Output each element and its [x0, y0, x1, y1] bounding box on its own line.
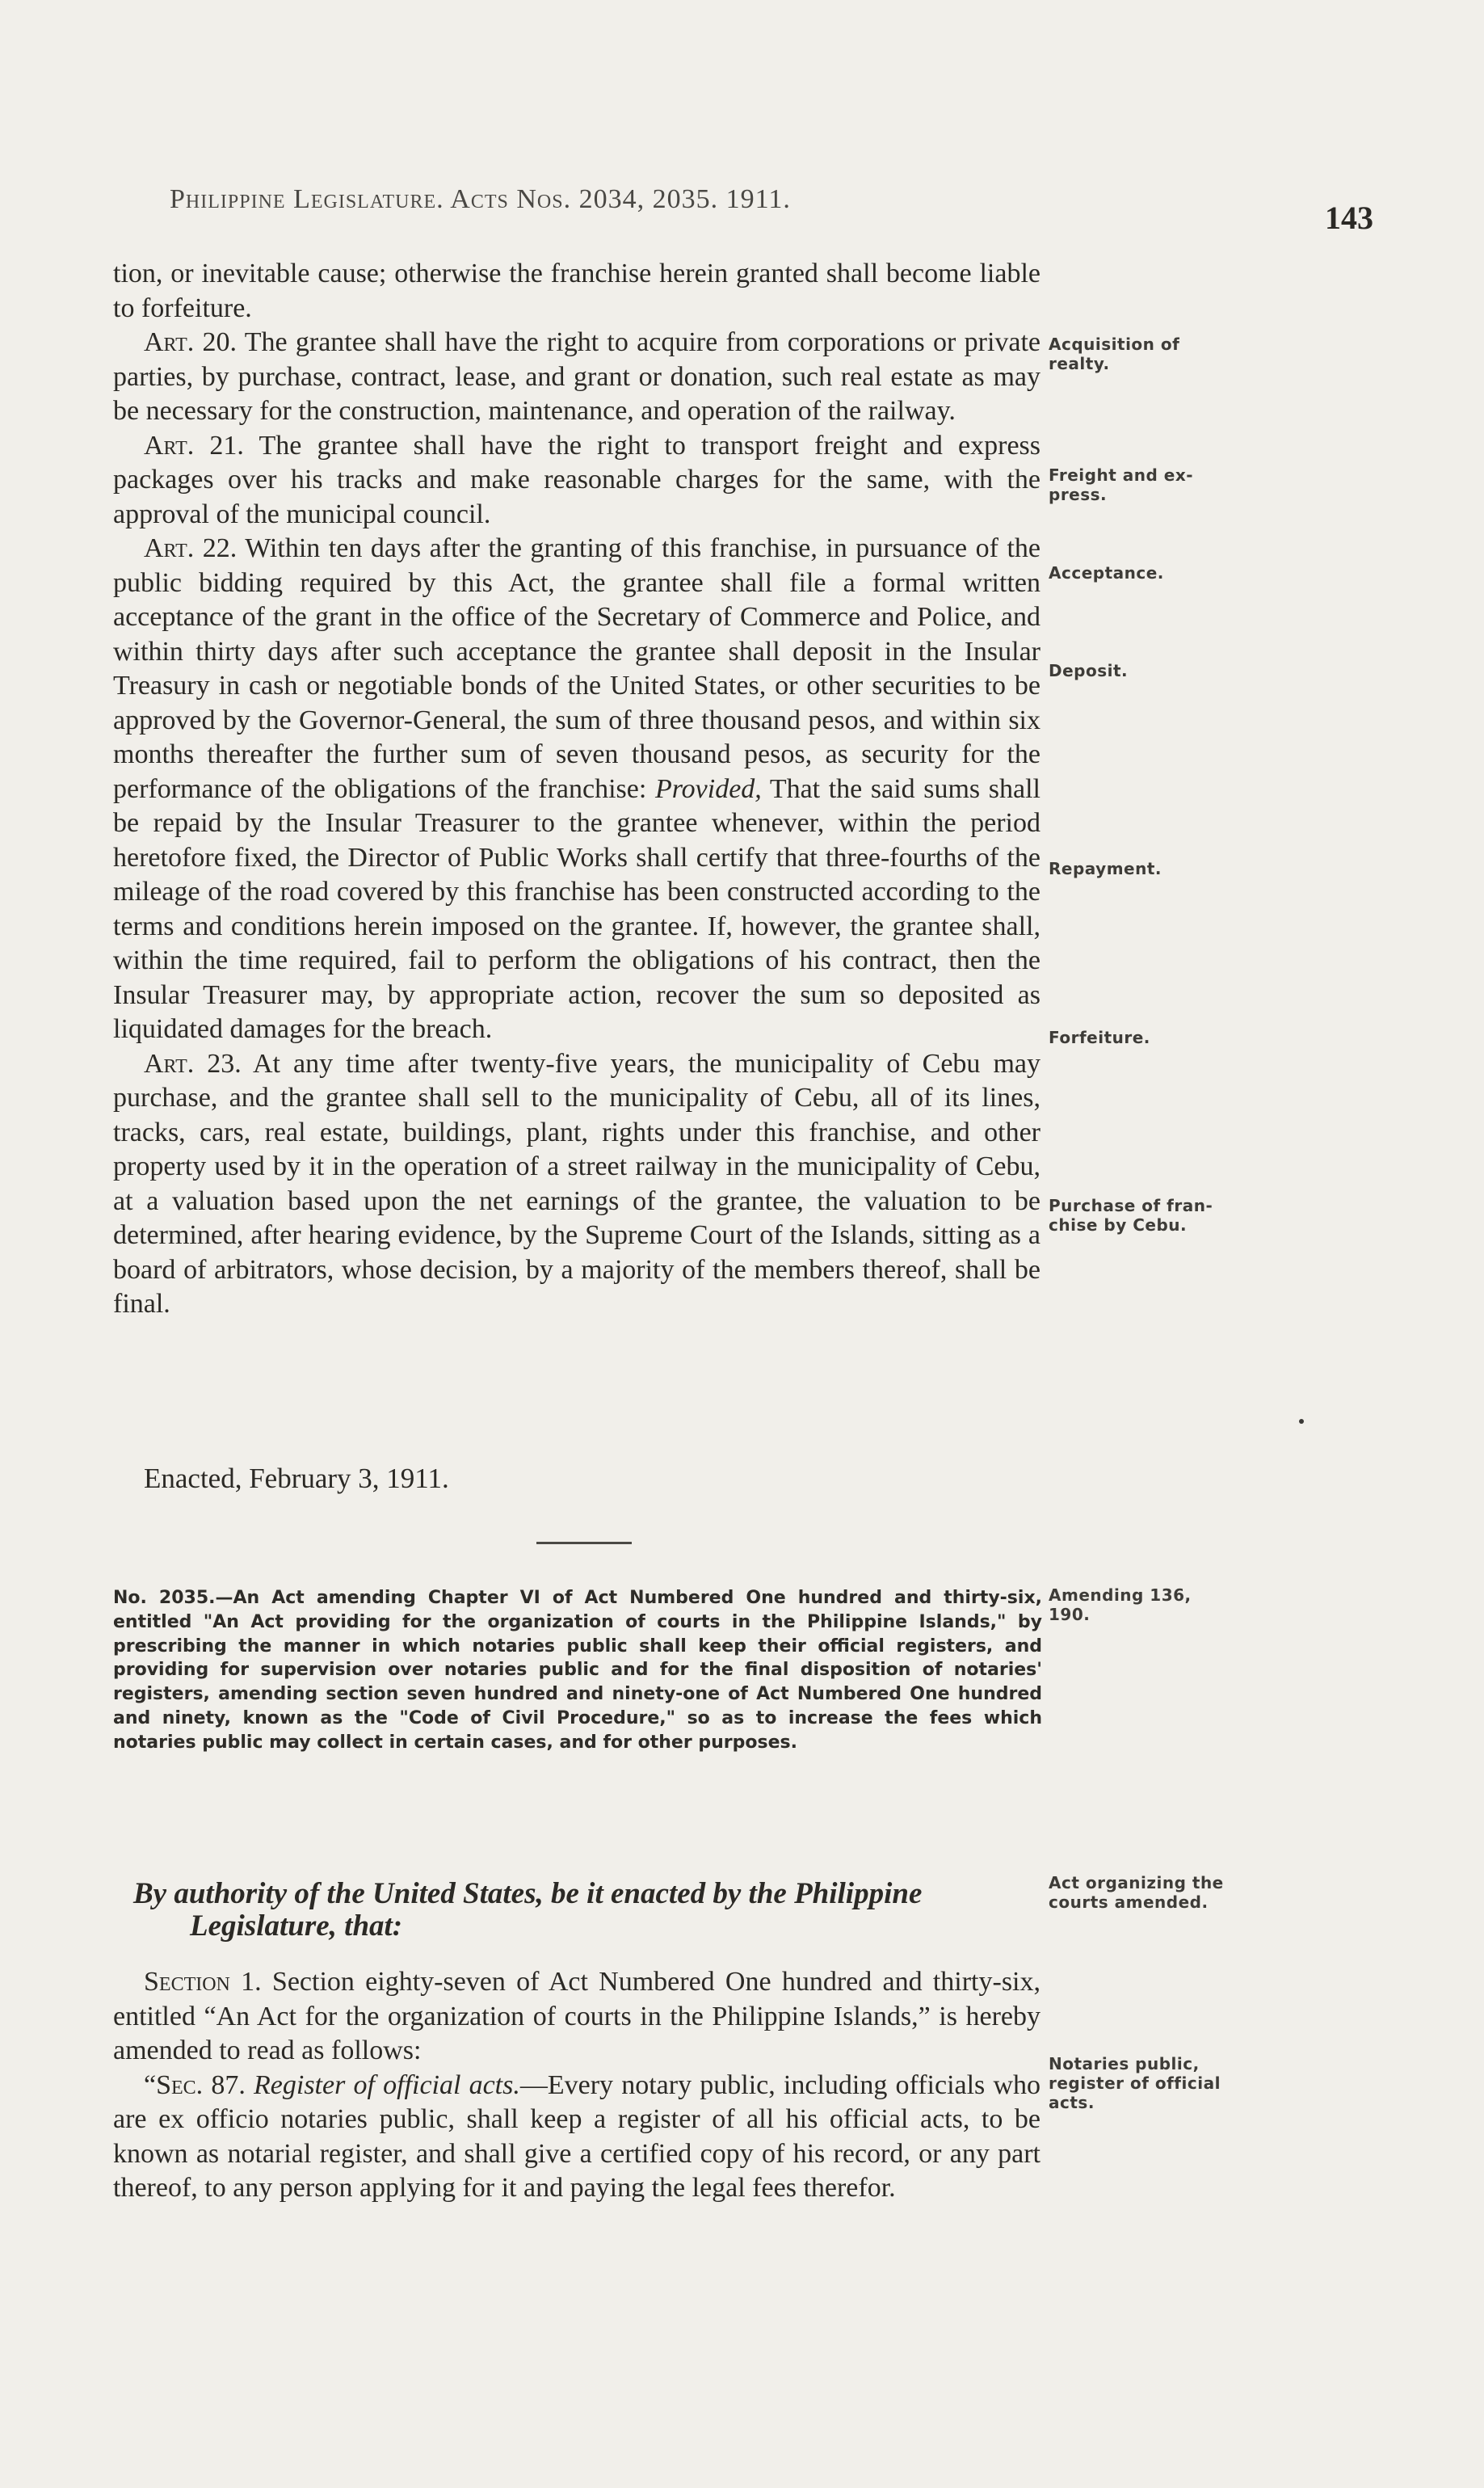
enacted-date: Enacted, February 3, 1911. — [144, 1463, 449, 1494]
section-87-heading: Register of official acts. — [254, 2069, 520, 2100]
margin-note-amending — [1049, 1585, 1291, 1624]
margin-note-amending-line-1: Amending 136, — [1049, 1585, 1192, 1605]
margin-note-acceptance: Acceptance. — [1049, 563, 1164, 583]
section-1-label: Section 1. — [144, 1967, 262, 1997]
margin-note-freight — [1049, 465, 1291, 504]
article-22-text-a: Within ten days after the granting of this franchise, in pursuance of the public bidding required by this Act, the grantee shall file a formal written acceptance of the grant in the office of the Secretary of Commerce and Police, and within thirty days after such acceptance the grantee shall deposit in the Insular Treasury in cash or negotiable bonds of the United States, or other securities to be approved by the Governor-General, the sum of three thousand pesos, and within six months thereafter the further sum of seven thousand pesos, as security for the performance of the obligations of the franchise: — [113, 533, 1041, 804]
margin-note-courts — [1049, 1873, 1291, 1912]
section-1-text: Section eighty-seven of Act Numbered One hundred and thirty-six, entitled “An Act for the organization of courts in the Philippine Islands,” is hereby amended to read as follows: — [113, 1967, 1040, 2065]
act-2035-number: No. 2035. — [113, 1588, 216, 1608]
article-23 — [113, 1047, 1040, 1322]
page-number: 143 — [1325, 200, 1373, 236]
enacting-clause — [133, 1878, 1046, 1943]
article-20 — [113, 326, 1040, 429]
article-23-label: Art. 23. — [144, 1048, 242, 1079]
act-2035-title — [113, 1586, 1042, 1755]
main-text-column — [113, 257, 1040, 1322]
margin-note-courts-line-1: Act organizing the — [1049, 1873, 1224, 1892]
margin-note-acquisition — [1049, 335, 1291, 373]
margin-note-purchase-line-2: chise by Cebu. — [1049, 1215, 1188, 1235]
margin-note-purchase-line-1: Purchase of fran- — [1049, 1196, 1213, 1215]
article-22-proviso: Provided, — [654, 773, 762, 804]
margin-note-amending-line-2: 190. — [1049, 1605, 1091, 1624]
act-2035-title-text: —An Act amending Chapter VI of Act Numbered One hundred and thirty-six, entitled "An Act providing for the organization of courts in the Philippine Islands," by prescribing the manner in which notaries public shall keep their official registers, and providing for supervision over notaries public and for the final disposition of notaries' registers, amending section seven hundred and ninety-one of Act Numbered One hundred and ninety, known as the "Code of Civil Procedure," so as to increase the fees which notaries public may collect in certain cases, and for other purposes. — [113, 1588, 1042, 1753]
top-continuation: tion, or inevitable cause; otherwise the franchise herein granted shall become liable to forfeiture. — [113, 259, 1040, 323]
margin-note-notaries-line-3: acts. — [1049, 2093, 1095, 2112]
margin-note-notaries-line-2: register of official — [1049, 2073, 1221, 2093]
article-20-text: The grantee shall have the right to acquire from corporations or private parties, by purchase, contract, lease, and grant or donation, such real estate as may be necessary for the construction, maintenance, and operation of the railway. — [113, 327, 1041, 426]
enacting-line-1: By authority of the United States, be it enacted by the Philippine — [133, 1877, 923, 1910]
section-divider — [536, 1542, 632, 1544]
section-87-text: —Every notary public, including officials who are ex officio notaries public, shall keep a register of all his official acts, to be known as notarial register, and shall give a certified copy of his record, or any part thereof, to any person applying for it and paying the legal fees therefor. — [113, 2069, 1041, 2203]
margin-note-courts-line-2: courts amended. — [1049, 1892, 1209, 1912]
margin-note-notaries-line-1: Notaries public, — [1049, 2054, 1200, 2073]
running-head: Philippine Legislature. Acts Nos. 2034, 2035. 1911. — [170, 184, 791, 214]
article-23-text: At any time after twenty-five years, the municipality of Cebu may purchase, and the grantee shall sell to the municipality of Cebu, all of its lines, tracks, cars, real estate, buildings, plant, rights under this franchise, and other property used by it in the operation of a street railway in the municipality of Cebu, at a valuation based upon the net earnings of the grantee, the valuation to be determined, after hearing evidence, by the Supreme Court of the Islands, sitting as a board of arbitrators, whose decision, by a majority of the members thereof, shall be final. — [113, 1048, 1041, 1319]
article-21-label: Art. 21. — [144, 430, 244, 461]
margin-note-notaries — [1049, 2054, 1291, 2112]
margin-note-freight-line-2: press. — [1049, 485, 1108, 504]
section-1 — [113, 1965, 1040, 2069]
section-87-label: “Sec. 87. — [144, 2069, 246, 2100]
margin-note-freight-line-1: Freight and ex- — [1049, 465, 1194, 485]
margin-note-forfeiture: Forfeiture. — [1049, 1028, 1150, 1047]
section-1-column — [113, 1965, 1040, 2206]
article-22-label: Art. 22. — [144, 533, 238, 563]
paper-speck — [1299, 1419, 1304, 1424]
article-22 — [113, 532, 1040, 1047]
enacting-line-2: Legislature, that: — [190, 1909, 403, 1943]
margin-note-deposit: Deposit. — [1049, 661, 1129, 680]
margin-note-purchase — [1049, 1196, 1291, 1235]
section-87 — [113, 2069, 1040, 2206]
article-21 — [113, 429, 1040, 533]
article-20-label: Art. 20. — [144, 327, 238, 357]
margin-note-acquisition-line-2: realty. — [1049, 354, 1110, 373]
article-21-text: The grantee shall have the right to transport freight and express packages over his tracks and make reasonable charges for the same, with the approval of the municipal council. — [113, 430, 1041, 529]
margin-note-repayment: Repayment. — [1049, 859, 1162, 878]
article-22-text-b: That the said sums shall be repaid by the Insular Treasurer to the grantee whenever, within the period heretofore fixed, the Director of Public Works shall certify that three-fourths of the mileage of the road covered by this franchise has been constructed according to the terms and conditions herein imposed on the grantee. If, however, the grantee shall, within the time required, fail to perform the obligations of his contract, then the Insular Treasurer may, by appropriate action, recover the sum so deposited as liquidated damages for the breach. — [113, 773, 1040, 1044]
margin-note-acquisition-line-1: Acquisition of — [1049, 335, 1180, 354]
